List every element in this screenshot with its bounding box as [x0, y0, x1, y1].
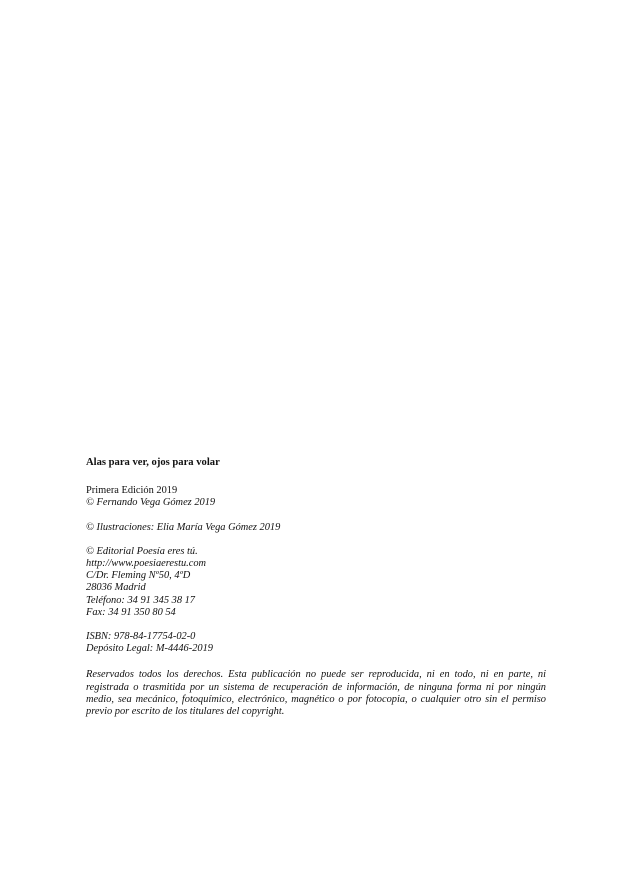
legal-deposit: Depósito Legal: M-4446-2019: [86, 643, 213, 655]
publisher-city: 28036 Madrid: [86, 582, 146, 594]
first-edition: Primera Edición 2019: [86, 485, 178, 497]
publisher-block: [86, 546, 546, 619]
publisher-fax: Fax: 34 91 350 80 54: [86, 606, 176, 618]
author-copyright: © Fernando Vega Gómez 2019: [86, 497, 216, 509]
publisher-name: © Editorial Poesía eres tú.: [86, 545, 198, 557]
colophon: [86, 457, 546, 719]
legal-block: [86, 631, 546, 655]
publisher-phone: Teléfono: 34 91 345 38 17: [86, 594, 196, 606]
illustrations-block: [86, 522, 546, 534]
edition-block: [86, 485, 546, 509]
isbn: ISBN: 978-84-17754-02-0: [86, 631, 196, 643]
publisher-street: C/Dr. Fleming Nº50, 4ºD: [86, 570, 191, 582]
publisher-website: http://www.poesiaerestu.com: [86, 558, 207, 570]
book-title: Alas para ver, ojos para volar: [86, 457, 220, 468]
illustrations-credit: © Ilustraciones: Elia María Vega Gómez 2019: [86, 521, 281, 533]
rights-notice: Reservados todos los derechos. Esta publicación no puede ser reproducida, ni en todo, ni en parte, ni registrada o trasmitida por un sistema de recuperación de información, de ninguna forma ni por ningún medio, sea mecánico, fotoquímico, electrónico, magnético o por fotocopia, o cualquier otro sin el permiso previo por escrito de los titulares del copyright.: [86, 669, 546, 718]
